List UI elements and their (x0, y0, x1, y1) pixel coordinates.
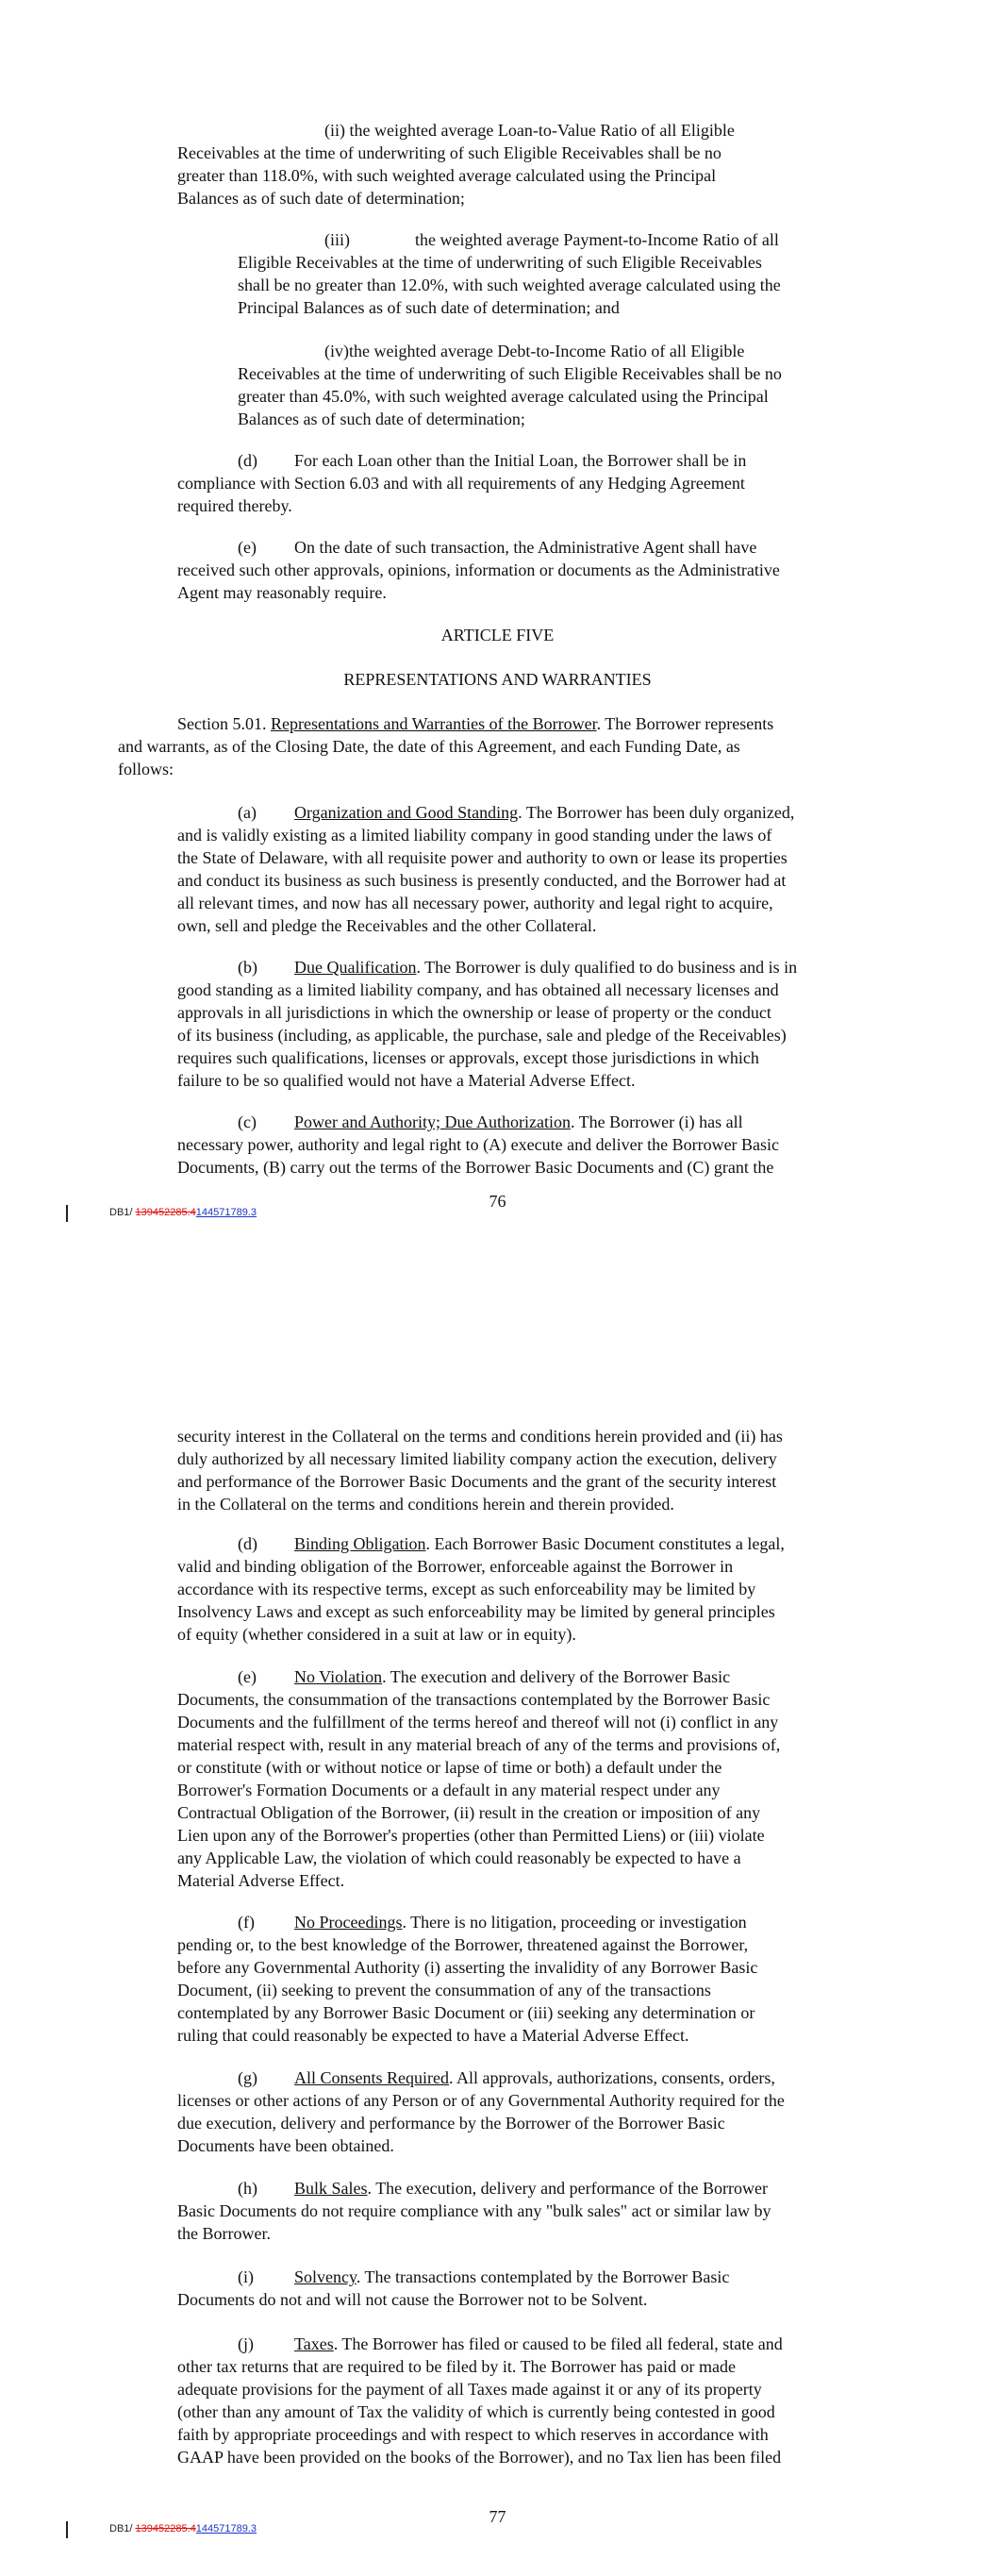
paragraph-lead: . The transactions contemplated by the Borrower Basic (356, 2267, 730, 2286)
paragraph-line: Borrower's Formation Documents or a default in any material respect under any (177, 1781, 721, 1799)
paragraph-line: material respect with, result in any material breach of any of the terms and provisions of, (177, 1735, 781, 1754)
paragraph-lead: . All approvals, authorizations, consents, orders, (449, 2068, 775, 2087)
paragraph-line: due execution, delivery and performance by the Borrower of the Borrower Basic (177, 2114, 725, 2133)
footer-docid (109, 2523, 257, 2534)
paragraph-label: (d) (238, 451, 257, 470)
paragraph-e-noviolation (177, 1665, 780, 1892)
paragraph-d-binding (177, 1532, 785, 1646)
paragraph-lead: . The Borrower is duly qualified to do business and is in (416, 958, 798, 977)
paragraph-line: Principal Balances as of such date of determination; and (238, 298, 620, 317)
paragraph-label: (b) (238, 958, 257, 977)
paragraph-line: Documents have been obtained. (177, 2136, 394, 2155)
paragraph-line: (other than any amount of Tax the validity of which is currently being contested in good (177, 2402, 775, 2421)
paragraph-label: (g) (238, 2068, 257, 2087)
paragraph-heading: Binding Obligation (294, 1534, 426, 1553)
paragraph-iv (238, 340, 782, 430)
paragraph-lead: . The Borrower has been duly organized, (518, 803, 795, 822)
paragraph-heading: Bulk Sales (294, 2179, 368, 2198)
paragraph-line: before any Governmental Authority (i) asserting the invalidity of any Borrower Basic (177, 1958, 758, 1977)
paragraph-line: faith by appropriate proceedings and with respect to which reserves in accordance with (177, 2425, 769, 2444)
paragraph-line: other tax returns that are required to be filed by it. The Borrower has paid or made (177, 2357, 736, 2376)
paragraph-line: received such other approvals, opinions, information or documents as the Administrative (177, 560, 780, 579)
paragraph-line: in the Collateral on the terms and conditions herein and therein provided. (177, 1495, 674, 1514)
paragraph-lead: (ii) the weighted average Loan-to-Value Ratio of all Eligible (324, 121, 735, 140)
paragraph-line: Documents, the consummation of the transactions contemplated by the Borrower Basic (177, 1690, 771, 1709)
paragraph-line: security interest in the Collateral on the terms and conditions herein provided and (ii) has (177, 1427, 783, 1446)
paragraph-line: of its business (including, as applicable, the purchase, sale and pledge of the Receivables) (177, 1026, 787, 1045)
paragraph-line: required thereby. (177, 496, 292, 515)
paragraph-line: failure to be so qualified would not have a Material Adverse Effect. (177, 1071, 636, 1090)
paragraph-line: requires such qualifications, licenses or approvals, except those jurisdictions in which (177, 1048, 759, 1067)
paragraph-line: accordance with its respective terms, except as such enforceability may be limited by (177, 1580, 756, 1598)
paragraph-label: (j) (238, 2334, 254, 2353)
paragraph-heading: Due Qualification (294, 958, 417, 977)
paragraph-lead: . There is no litigation, proceeding or investigation (402, 1913, 747, 1932)
paragraph-line: own, sell and pledge the Receivables and the other Collateral. (177, 916, 597, 935)
paragraph-lead: . Each Borrower Basic Document constitutes a legal, (425, 1534, 785, 1553)
footer-inserted-id: 144571789.3 (195, 2523, 257, 2534)
paragraph-line: the State of Delaware, with all requisite power and authority to own or lease its properties (177, 848, 788, 867)
paragraph-label: (iii) (324, 230, 350, 249)
change-bar (66, 1205, 68, 1222)
article-title: REPRESENTATIONS AND WARRANTIES (343, 670, 652, 689)
paragraph-lead: the weighted average Payment-to-Income Ratio of all (415, 230, 779, 249)
paragraph-line: Documents and the fulfillment of the terms hereof and thereof will not (i) conflict in any (177, 1713, 779, 1731)
paragraph-line: licenses or other actions of any Person or of any Governmental Authority required for the (177, 2091, 785, 2110)
paragraph-heading: No Proceedings (294, 1913, 403, 1932)
paragraph-line: the Borrower. (177, 2224, 271, 2243)
paragraph-line: Insolvency Laws and except as such enforceability may be limited by general principles (177, 1602, 775, 1621)
paragraph-h (177, 2177, 771, 2245)
paragraph-heading: Taxes (294, 2334, 334, 2353)
paragraph-line: Balances as of such date of determination; (238, 410, 525, 428)
paragraph-line: and performance of the Borrower Basic Documents and the grant of the security interest (177, 1472, 777, 1491)
article-heading: ARTICLE FIVE (440, 626, 555, 644)
paragraph-label: (h) (238, 2179, 257, 2198)
paragraph-line: and warrants, as of the Closing Date, the date of this Agreement, and each Funding Date, as (118, 737, 740, 756)
section-number: Section 5.01. (177, 714, 271, 733)
paragraph-lead: For each Loan other than the Initial Loan, the Borrower shall be in (294, 451, 747, 470)
paragraph-lead: . The Borrower (i) has all (570, 1112, 743, 1131)
paragraph-lead: On the date of such transaction, the Administrative Agent shall have (294, 538, 757, 557)
paragraph-line: Receivables at the time of underwriting of such Eligible Receivables shall be no (238, 364, 782, 383)
paragraph-a (177, 801, 794, 937)
paragraph-label: (e) (238, 1667, 257, 1686)
paragraph-b (177, 956, 797, 1092)
paragraph-line: Basic Documents do not require compliance with any "bulk sales" act or similar law by (177, 2201, 771, 2220)
paragraph-line: shall be no greater than 12.0%, with such weighted average calculated using the (238, 276, 781, 294)
paragraph-g (177, 2066, 785, 2157)
footer-prefix: DB1/ (109, 2523, 136, 2534)
paragraph-heading: Power and Authority; Due Authorization (294, 1112, 571, 1131)
paragraph-label: (e) (238, 538, 257, 557)
paragraph-line: Balances as of such date of determination; (177, 189, 465, 208)
paragraph-line: compliance with Section 6.03 and with all requirements of any Hedging Agreement (177, 474, 745, 493)
footer-deleted-id: 139452285.4 (135, 1207, 196, 1218)
paragraph-label: (c) (238, 1112, 257, 1131)
paragraph-line: Documents, (B) carry out the terms of the Borrower Basic Documents and (C) grant the (177, 1158, 774, 1177)
paragraph-line: Lien upon any of the Borrower's properties (other than Permitted Liens) or (iii) violate (177, 1826, 765, 1845)
paragraph-lead: . The execution, delivery and performance of the Borrower (367, 2179, 769, 2198)
paragraph-lead: (iv)the weighted average Debt-to-Income Ratio of all Eligible (324, 342, 745, 360)
page-number: 77 (489, 2507, 506, 2526)
paragraph-line: Receivables at the time of underwriting of such Eligible Receivables shall be no (177, 143, 721, 162)
paragraph-i (177, 2266, 729, 2311)
paragraph-line: and is validly existing as a limited liability company in good standing under the laws of (177, 826, 772, 845)
paragraph-iii (238, 228, 781, 319)
paragraph-line: necessary power, authority and legal right to (A) execute and deliver the Borrower Basic (177, 1135, 780, 1154)
paragraph-line: all relevant times, and now has all necessary power, authority and legal right to acquire, (177, 894, 773, 912)
section-heading: Representations and Warranties of the Borrower (271, 714, 597, 733)
paragraph-f (177, 1911, 757, 2047)
paragraph-line: any Applicable Law, the violation of which could reasonably be expected to have a (177, 1848, 741, 1867)
paragraph-line: adequate provisions for the payment of all Taxes made against it or any of its property (177, 2380, 762, 2399)
paragraph-line: Document, (ii) seeking to prevent the consummation of any of the transactions (177, 1981, 711, 1999)
paragraph-heading: All Consents Required (294, 2068, 449, 2087)
footer-docid (109, 1207, 257, 1218)
footer-prefix: DB1/ (109, 1207, 136, 1218)
paragraph-line: greater than 118.0%, with such weighted average calculated using the Principal (177, 166, 717, 185)
paragraph-line: Agent may reasonably require. (177, 583, 387, 602)
paragraph-line: and conduct its business as such business is presently conducted, and the Borrower had at (177, 871, 787, 890)
paragraph-d (177, 449, 746, 517)
paragraph-j (177, 2333, 783, 2468)
paragraph-line: GAAP have been provided on the books of the Borrower), and no Tax lien has been filed (177, 2448, 782, 2467)
section-lead: . The Borrower represents (596, 714, 774, 733)
paragraph-line: greater than 45.0%, with such weighted average calculated using the Principal (238, 387, 769, 406)
paragraph-line: duly authorized by all necessary limited liability company action the execution, delivery (177, 1449, 777, 1468)
paragraph-c-continued (177, 1425, 783, 1515)
paragraph-line: Contractual Obligation of the Borrower, (ii) result in the creation or imposition of any (177, 1803, 761, 1822)
paragraph-e (177, 536, 780, 604)
paragraph-line: valid and binding obligation of the Borrower, enforceable against the Borrower in (177, 1557, 734, 1576)
paragraph-line: Eligible Receivables at the time of underwriting of such Eligible Receivables (238, 253, 762, 272)
paragraph-line: follows: (118, 760, 174, 778)
footer-inserted-id: 144571789.3 (195, 1207, 257, 1218)
document-page-77 (0, 1288, 995, 2576)
paragraph-line: pending or, to the best knowledge of the Borrower, threatened against the Borrower, (177, 1935, 749, 1954)
paragraph-label: (f) (238, 1913, 255, 1932)
footer-deleted-id: 139452285.4 (135, 2523, 196, 2534)
paragraph-lead: . The Borrower has filed or caused to be filed all federal, state and (333, 2334, 783, 2353)
paragraph-line: ruling that could reasonably be expected to have a Material Adverse Effect. (177, 2026, 689, 2045)
paragraph-label: (d) (238, 1534, 257, 1553)
paragraph-lead: . The execution and delivery of the Borrower Basic (382, 1667, 731, 1686)
paragraph-heading: Organization and Good Standing (294, 803, 519, 822)
paragraph-line: or constitute (with or without notice or lapse of time or both) a default under the (177, 1758, 722, 1777)
page-number: 76 (489, 1192, 506, 1211)
paragraph-label: (a) (238, 803, 257, 822)
paragraph-c (177, 1111, 779, 1179)
paragraph-line: approvals in all jurisdictions in which the ownership or lease of property or the conduct (177, 1003, 771, 1022)
paragraph-heading: Solvency (294, 2267, 357, 2286)
paragraph-line: contemplated by any Borrower Basic Document or (iii) seeking any determination or (177, 2003, 755, 2022)
paragraph-line: good standing as a limited liability company, and has obtained all necessary licenses and (177, 980, 779, 999)
change-bar (66, 2521, 68, 2538)
paragraph-line: Material Adverse Effect. (177, 1871, 345, 1890)
section-5-01 (118, 712, 773, 780)
paragraph-ii (177, 119, 735, 209)
paragraph-line: of equity (whether considered in a suit at law or in equity). (177, 1625, 576, 1644)
paragraph-heading: No Violation (294, 1667, 383, 1686)
paragraph-line: Documents do not and will not cause the Borrower not to be Solvent. (177, 2290, 648, 2309)
paragraph-label: (i) (238, 2267, 254, 2286)
